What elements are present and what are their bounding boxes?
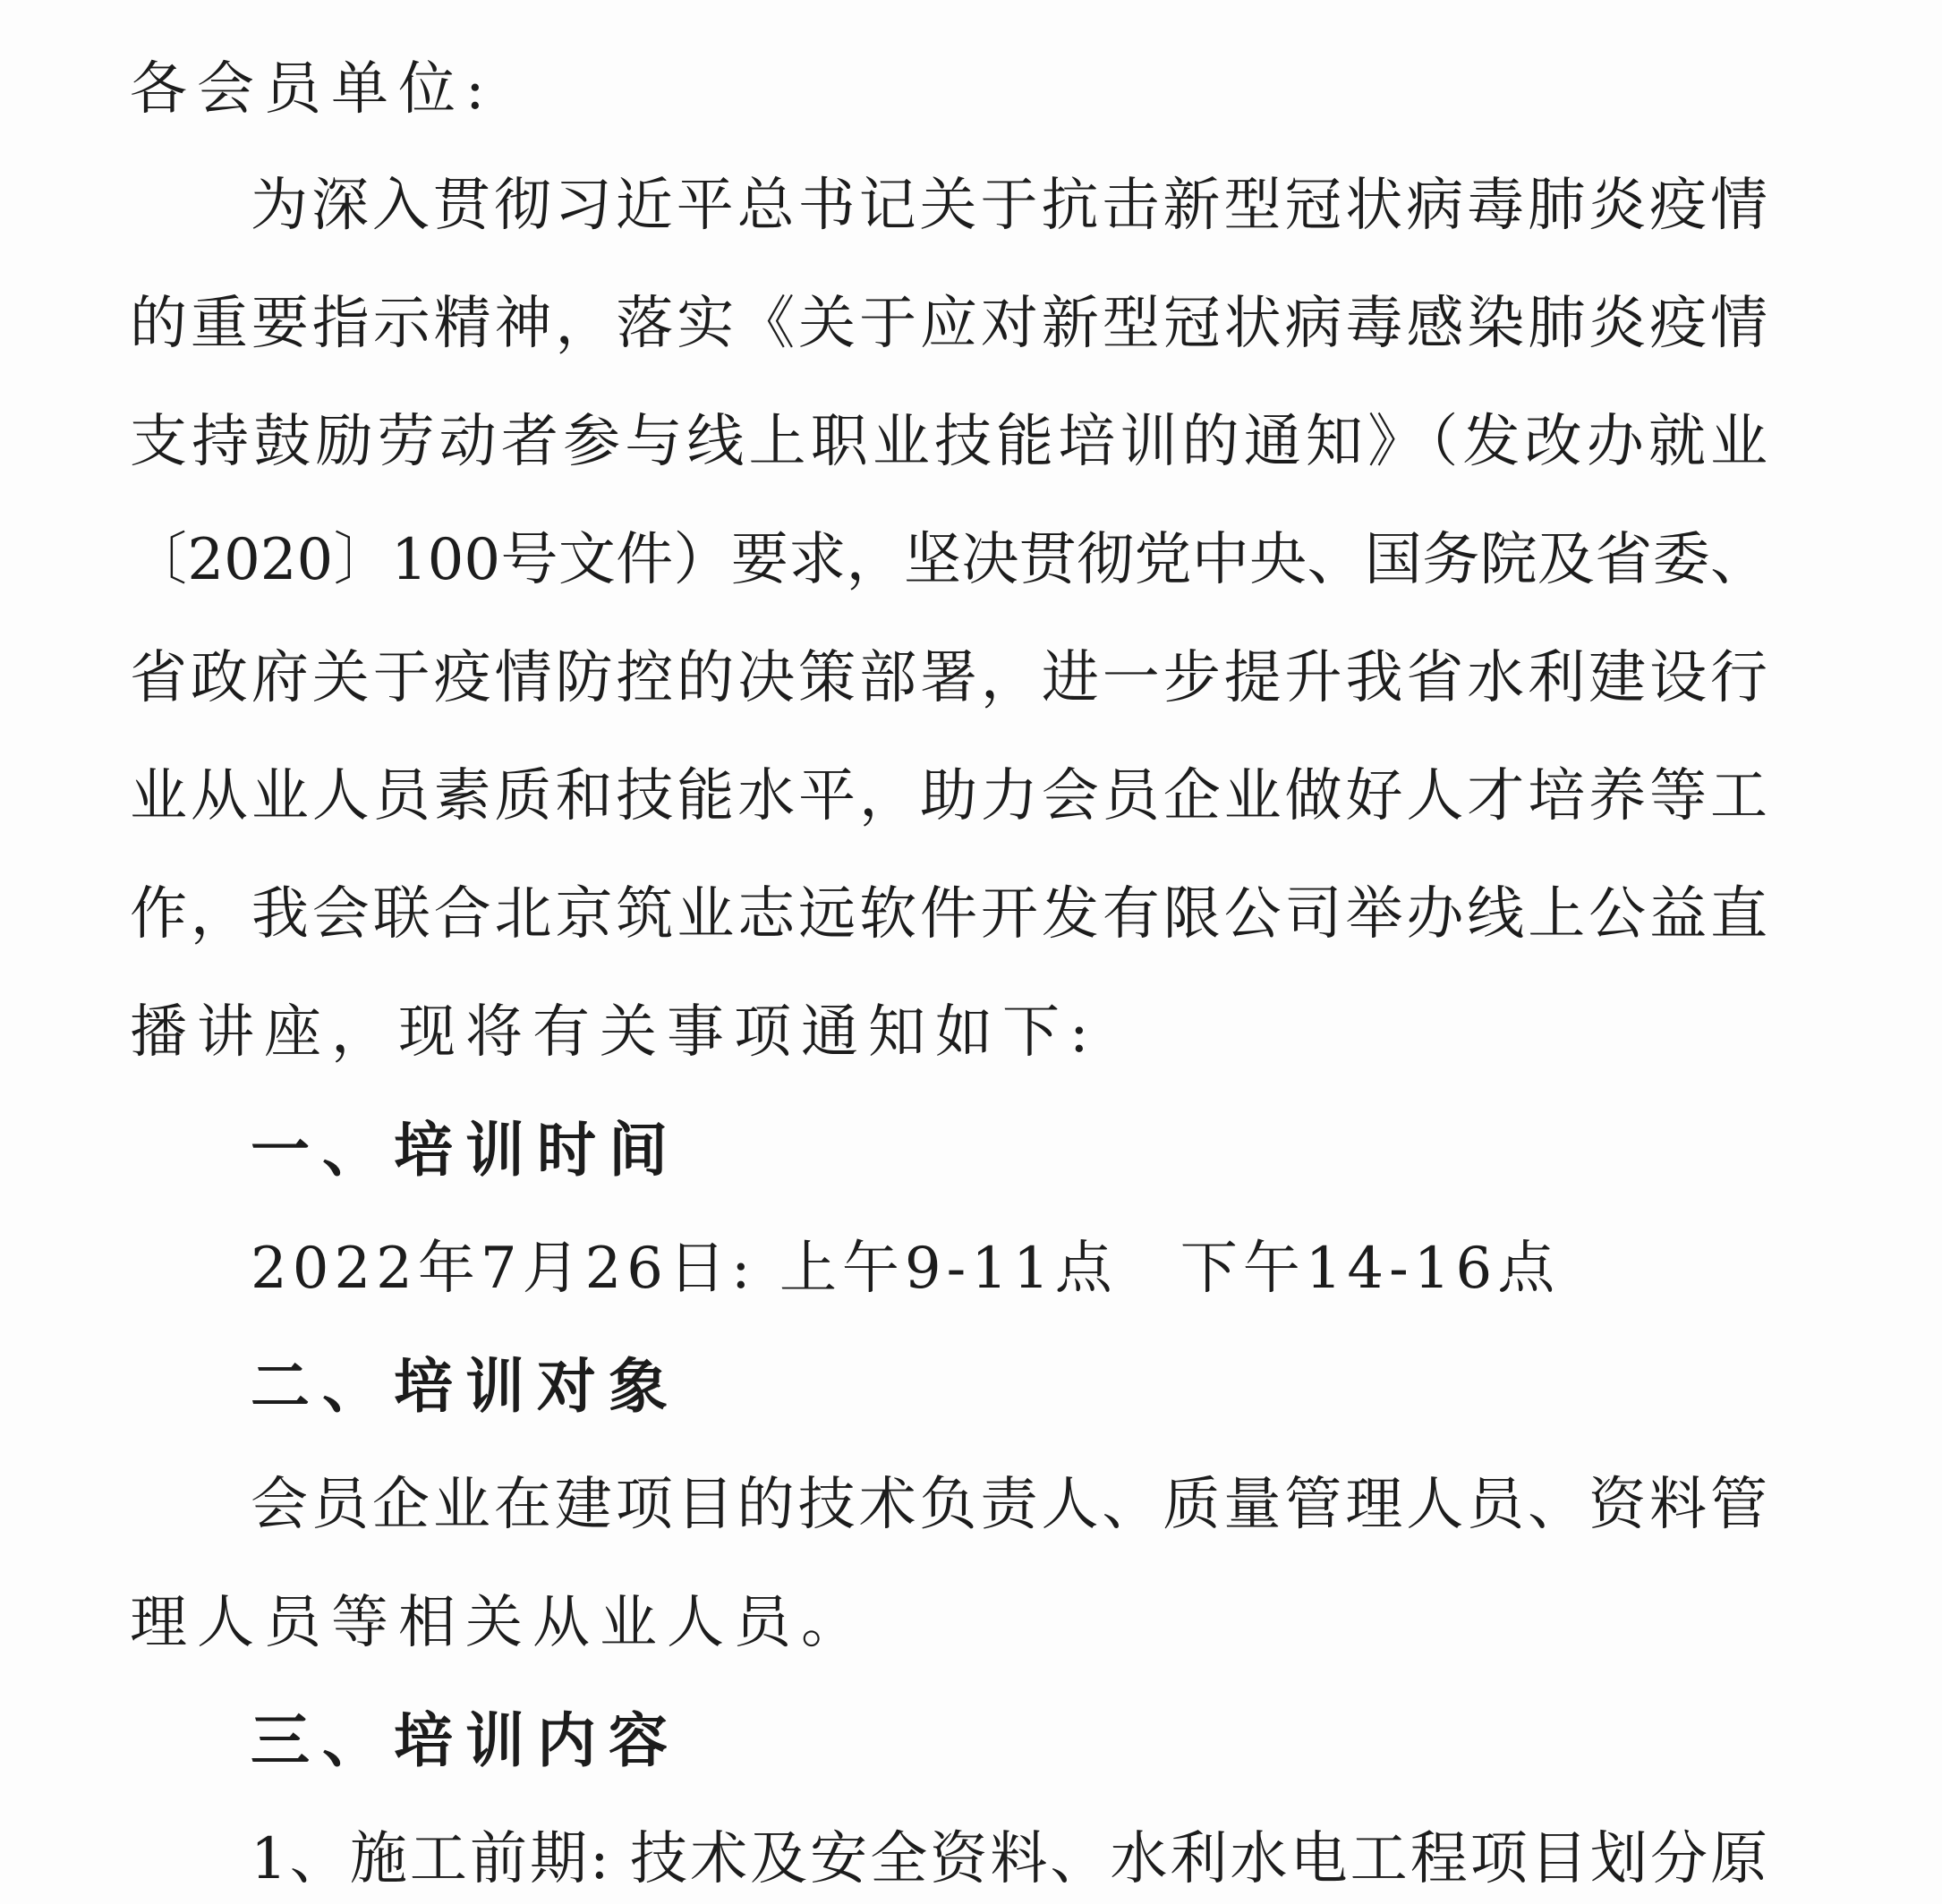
section-heading-training-time: 一、培训时间 <box>251 1116 680 1185</box>
section-heading-training-content: 三、培训内容 <box>251 1706 680 1775</box>
training-morning: 上午9-11点 <box>779 1236 1118 1302</box>
intro-line-6: 业从业人员素质和技能水平，助力会员企业做好人才培养等工 <box>130 763 1767 829</box>
intro-line-3: 支持鼓励劳动者参与线上职业技能培训的通知》（发改办就业 <box>130 409 1767 475</box>
intro-line-4: 〔2020〕100号文件）要求，坚决贯彻党中央、国务院及省委、 <box>130 527 1767 593</box>
training-target-line-1: 会员企业在建项目的技术负责人、质量管理人员、资料管 <box>251 1472 1767 1538</box>
section-heading-training-target: 二、培训对象 <box>251 1352 680 1421</box>
training-date: 2022年7月26日: <box>251 1236 756 1302</box>
salutation: 各会员单位: <box>130 56 495 123</box>
training-afternoon: 下午14-16点 <box>1180 1236 1561 1302</box>
training-content-line-1: 1、施工前期: 技术及安全资料、水利水电工程项目划分原 <box>251 1826 1767 1892</box>
intro-line-8: 播讲座，现将有关事项通知如下: <box>130 999 1099 1066</box>
training-time-line <box>251 1233 1767 1305</box>
intro-line-5: 省政府关于疫情防控的决策部署，进一步提升我省水利建设行 <box>130 645 1767 711</box>
intro-line-7: 作，我会联合北京筑业志远软件开发有限公司举办线上公益直 <box>130 881 1767 948</box>
intro-line-1: 为深入贯彻习近平总书记关于抗击新型冠状病毒肺炎疫情 <box>251 173 1767 239</box>
training-target-line-2: 理人员等相关从业人员。 <box>130 1590 868 1656</box>
intro-line-2: 的重要指示精神，落实《关于应对新型冠状病毒感染肺炎疫情 <box>130 291 1767 357</box>
